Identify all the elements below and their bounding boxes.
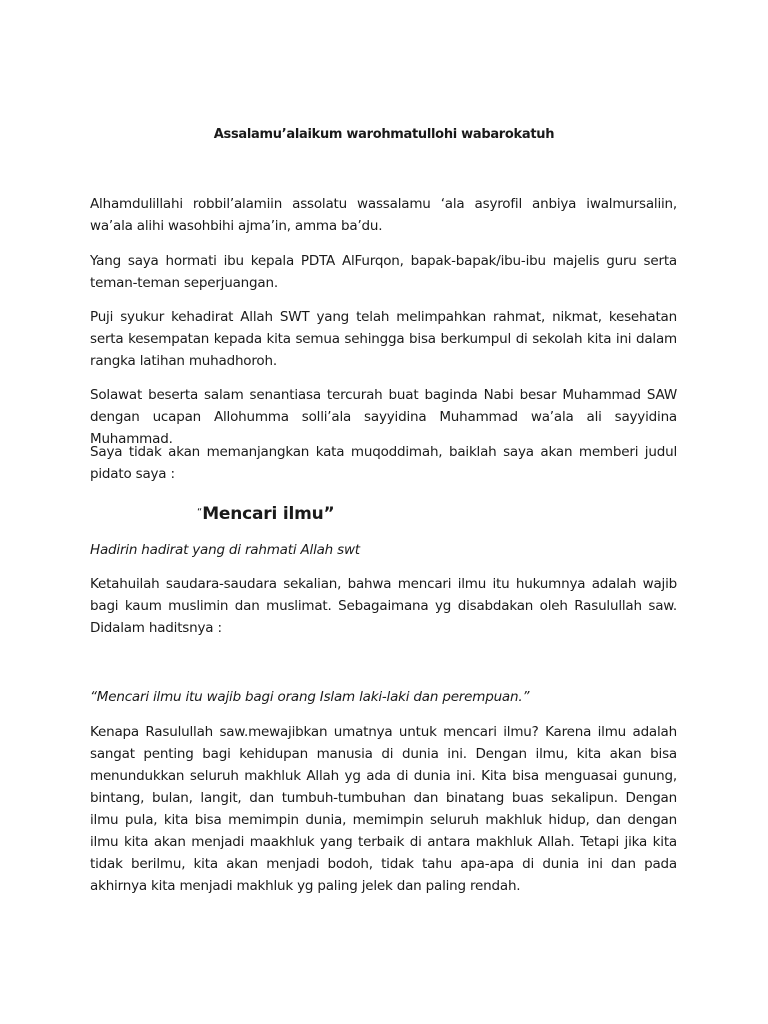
greeting-heading: Assalamu’alaikum warohmatullohi wabarokatuh — [213, 127, 555, 142]
respect-paragraph: Yang saya hormati ibu kepala PDTA AlFurqon, bapak-bapak/ibu-ibu majelis guru serta teman-teman seperjuangan. — [90, 253, 677, 291]
gratitude-paragraph: Puji syukur kehadirat Allah SWT yang telah melimpahkan rahmat, nikmat, kesehatan serta kesempatan kepada kita semua sehingga bisa berkumpul di sekolah kita ini dalam rangka latihan muhadhoroh. — [90, 309, 677, 369]
title-text: Mencari ilmu” — [202, 504, 335, 524]
solawat-paragraph: Solawat beserta salam senantiasa tercurah buat baginda Nabi besar Muhammad SAW dengan ucapan Allohumma solli’ala sayyidina Muhammad wa’ala ali sayyidina Muhammad. — [90, 387, 677, 447]
title-open-quote: “ — [197, 507, 203, 518]
intro-title-paragraph: Saya tidak akan memanjangkan kata muqoddimah, baiklah saya akan memberi judul pidato saya : — [90, 444, 677, 482]
address-line: Hadirin hadirat yang di rahmati Allah swt — [90, 542, 360, 558]
speech-title — [197, 500, 334, 527]
closing-paragraph: Kenapa Rasulullah saw.mewajibkan umatnya untuk mencari ilmu? Karena ilmu adalah sangat penting bagi kehidupan manusia di dunia ini. Dengan ilmu, kita akan bisa menundukkan seluruh makhluk Allah yg ada di dunia ini. Kita bisa menguasai gunung, bintang, bulan, langit, dan tumbuh-tumbuhan dan binatang buas sekalipun. Dengan ilmu pula, kita bisa memimpin dunia, memimpin seluruh makhluk hidup, dan dengan ilmu kita akan menjadi maakhluk yang terbaik di antara makhluk Allah. Tetapi jika kita tidak berilmu, kita akan menjadi bodoh, tidak tahu apa-apa di dunia ini dan pada akhirnya kita menjadi makhluk yg paling jelek dan paling rendah. — [90, 724, 677, 894]
hadith-quote: “Mencari ilmu itu wajib bagi orang Islam laki-laki dan perempuan.” — [90, 689, 530, 705]
opening-paragraph: Alhamdulillahi robbil’alamiin assolatu wassalamu ‘ala asyrofil anbiya iwalmursaliin, wa’ala alihi wasohbihi ajma’in, amma ba’du. — [90, 196, 677, 234]
hadith-intro-paragraph: Ketahuilah saudara-saudara sekalian, bahwa mencari ilmu itu hukumnya adalah wajib bagi kaum muslimin dan muslimat. Sebagaimana yg disabdakan oleh Rasulullah saw. Didalam haditsnya : — [90, 576, 677, 636]
